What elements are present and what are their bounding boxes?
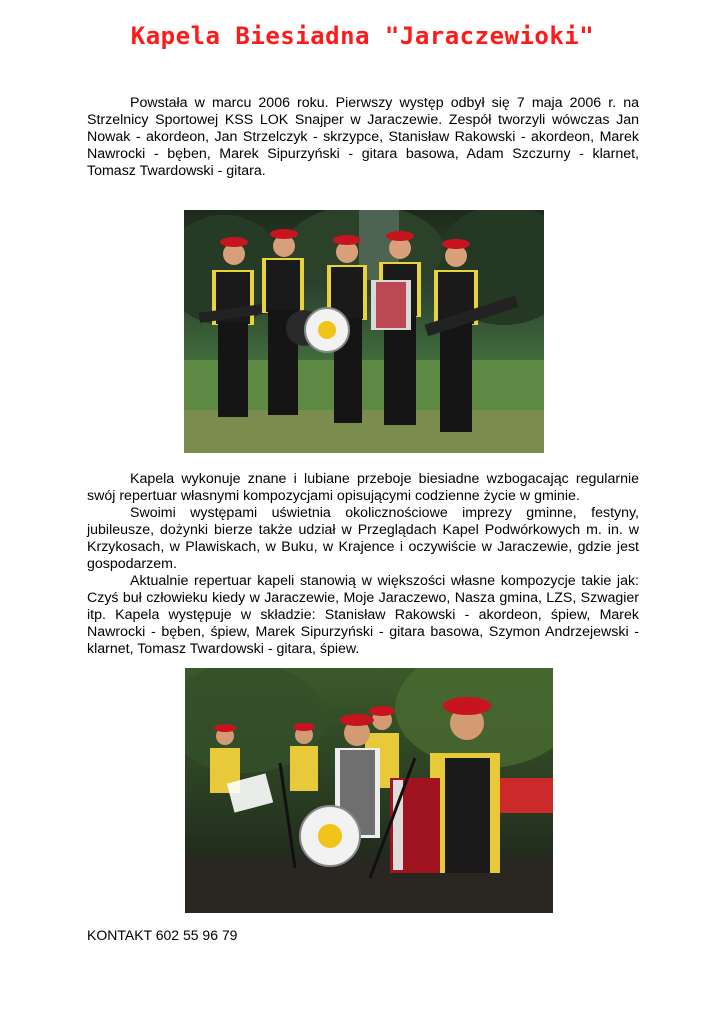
contact-line: KONTAKT 602 55 96 79 <box>87 927 238 943</box>
repertoire-text: Kapela wykonuje znane i lubiane przeboje biesiadne wzbogacając regularnie swój repertuar własnymi kompozycjami opisującymi codzienne życie w gminie. <box>87 471 639 504</box>
band-photo-outdoor-image <box>184 210 544 453</box>
band-photo-stage-image <box>185 668 553 913</box>
current-lineup-text: Aktualnie repertuar kapeli stanowią w większości własne kompozycje takie jak: Czyś buł człowieku kiedy w Jaraczewie, Moje Jaraczewo, Nasza gmina, LZS, Szwagier itp. Kapela występuje w składzie: Stanisław Rakowski - akordeon, śpiew, Marek Nawrocki - bęben, śpiew, Marek Sipurzyński - gitara basowa, Szymon Andrzejewski - klarnet, Tomasz Twardowski - gitara, śpiew. <box>87 573 639 657</box>
history-paragraph <box>87 95 639 180</box>
page-title: Kapela Biesiadna "Jaraczewioki" <box>130 22 595 50</box>
band-photo-stage <box>185 668 553 913</box>
band-photo-outdoor <box>184 210 544 453</box>
history-text: Powstała w marcu 2006 roku. Pierwszy występ odbył się 7 maja 2006 r. na Strzelnicy Sportowej KSS LOK Snajper w Jaraczewie. Zespół tworzyli wówczas Jan Nowak - akordeon, Jan Strzelczyk - skrzypce, Stanisław Rakowski - akordeon, Marek Nawrocki - bęben, Marek Sipurzyński - gitara basowa, Adam Szczurny - klarnet, Tomasz Twardowski - gitara. <box>87 95 639 179</box>
current-lineup-paragraph <box>87 573 639 658</box>
events-paragraph <box>87 505 639 573</box>
events-text: Swoimi występami uświetnia okolicznościowe imprezy gminne, festyny, jubileusze, dożynki bierze także udział w Przeglądach Kapel Podwórkowych m. in. w Krzykosach, w Plawiskach, w Buku, w Krajence i oczywiście w Jaraczewie, gdzie jest gospodarzem. <box>87 505 639 572</box>
repertoire-paragraph <box>87 471 639 505</box>
